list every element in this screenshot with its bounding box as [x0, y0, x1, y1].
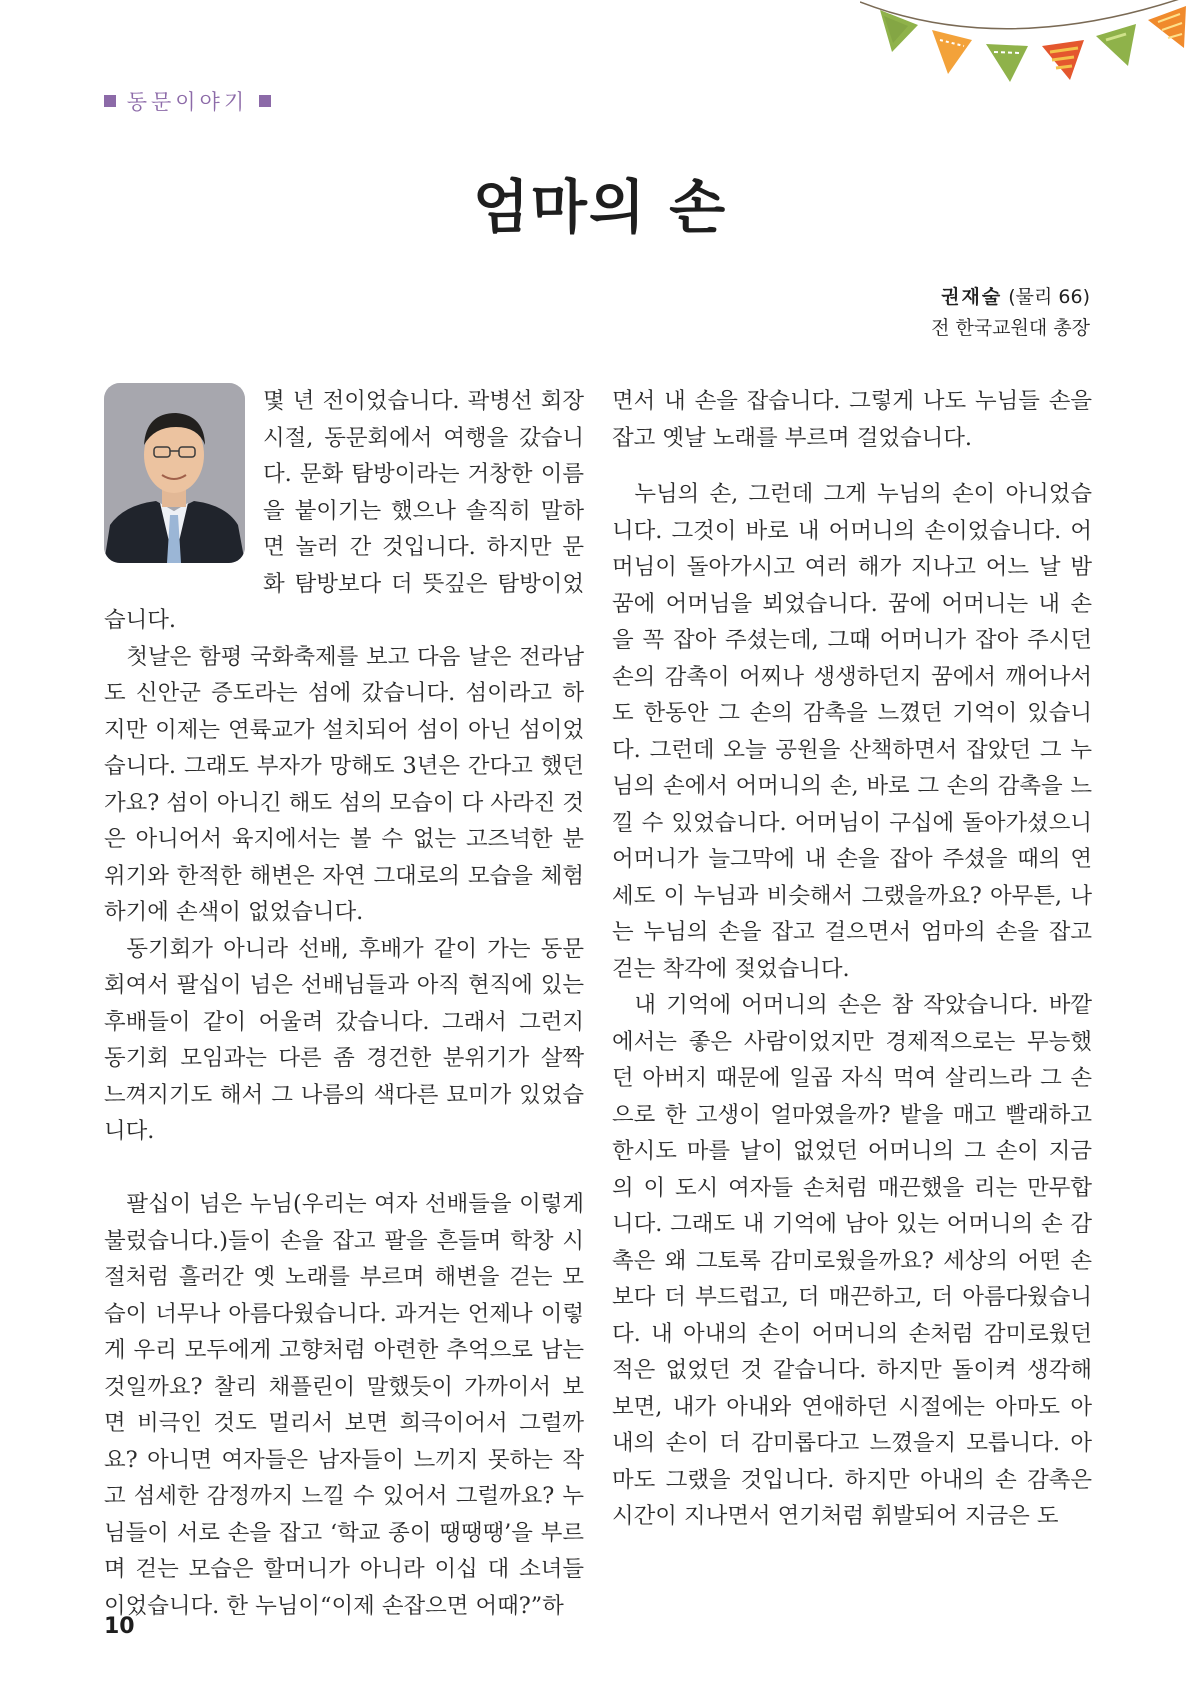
- author-class-note: (물리 66): [1008, 286, 1090, 308]
- paragraph: 누님의 손, 그런데 그게 누님의 손이 아니었습니다. 그것이 바로 내 어머니의 손이었습니다. 어머님이 돌아가시고 여러 해가 지나고 어느 날 밤 꿈에 어머님을 뵈었습니다. 꿈에 어머니는 내 손을 꼭 잡아 주셨는데, 그때 어머니가 잡아 주시던 손의 감촉이 어찌나 생생하던지 꿈에서 깨어나서도 한동안 그 손의 감촉을 느꼈던 기억이 있습니다. 그런데 오늘 공원을 산책하면서 잡았던 그 누님의 손에서 어머니의 손, 바로 그 손의 감촉을 느낄 수 있었습니다. 어머님이 구십에 돌아가셨으니 어머니가 늘그막에 내 손을 잡아 주셨을 때의 연세도 이 누님과 비슷해서 그랬을까요? 아무튼, 나는 누님의 손을 잡고 걸으면서 엄마의 손을 잡고 걷는 착각에 젖었습니다.: [612, 481, 1092, 982]
- square-bullet-icon: [104, 95, 116, 107]
- square-bullet-icon: [259, 95, 271, 107]
- flag-icon: [932, 30, 972, 74]
- flag-icon: [1148, 6, 1186, 48]
- paragraph: 동기회가 아니라 선배, 후배가 같이 가는 동문회여서 팔십이 넘은 선배님들과 아직 현직에 있는 후배들이 같이 어울려 갔습니다. 그래서 그런지 동기회 모임과는 다른 좀 경건한 분위기가 살짝 느껴지기도 해서 그 나름의 색다른 묘미가 있었습니다.: [104, 935, 584, 1144]
- author-byline: [931, 282, 1090, 344]
- paragraph: 첫날은 함평 국화축제를 보고 다음 날은 전라남도 신안군 증도라는 섬에 갔습니다. 섬이라고 하지만 이제는 연륙교가 설치되어 섬이 아닌 섬이었습니다. 그래도 부자가 망해도 3년은 간다고 했던가요? 섬이 아니긴 해도 섬의 모습이 다 사라진 것은 아니어서 육지에서는 볼 수 없는 고즈넉한 분위기와 한적한 해변은 자연 그대로의 모습을 체험하기에 손색이 없었습니다.: [104, 643, 584, 925]
- paragraph: 내 기억에 어머니의 손은 참 작았습니다. 바깥에서는 좋은 사람이었지만 경제적으로는 무능했던 아버지 때문에 일곱 자식 먹여 살리느라 그 손으로 한 고생이 얼마였을까? 밭을 매고 빨래하고 한시도 마를 날이 없었던 어머니의 그 손이 지금의 이 도시 여자들 손처럼 매끈했을 리는 만무합니다. 그래도 내 기억에 남아 있는 어머니의 손 감촉은 왜 그토록 감미로웠을까요? 세상의 어떤 손보다 더 부드럽고, 더 매끈하고, 더 아름다웠습니다. 내 아내의 손이 어머니의 손처럼 감미로웠던 적은 없었던 것 같습니다. 하지만 돌이켜 생각해 보면, 내가 아내와 연애하던 시절에는 아마도 아내의 손이 더 감미롭다고 느꼈을지 모릅니다. 아마도 그랬을 것입니다. 하지만 아내의 손 감촉은 시간이 지나면서 연기처럼 휘발되어 지금은 도: [612, 992, 1092, 1529]
- page-number: 10: [104, 1614, 135, 1639]
- flag-icon: [1096, 24, 1136, 66]
- paragraph: 몇 년 전이었습니다. 곽병선 회장 시절, 동문회에서 여행을 갔습니다. 문화 탐방이라는 거창한 이름을 붙이기는 했으나 솔직히 말하면 놀러 간 것입니다. 하지만 문화 탐방보다 더 뜻깊은 탐방이었습니다.: [104, 388, 584, 633]
- article-title: 엄마의 손: [472, 173, 728, 241]
- paragraph-spacer: [104, 1150, 584, 1187]
- author-photo: [104, 383, 245, 563]
- paragraph: 팔십이 넘은 누님(우리는 여자 선배들을 이렇게 불렀습니다.)들이 손을 잡고 팔을 흔들며 학창 시절처럼 흘러간 옛 노래를 부르며 해변을 걷는 모습이 너무나 아름다웠습니다. 과거는 언제나 이렇게 우리 모두에게 고향처럼 아련한 추억으로 남는 것일까요? 찰리 채플린이 말했듯이 가까이서 보면 비극인 것도 멀리서 보면 희극이어서 그럴까요? 아니면 여자들은 남자들이 느끼지 못하는 작고 섬세한 감정까지 느낄 수 있어서 그럴까요? 누님들이 서로 손을 잡고 ‘학교 종이 땡땡땡’을 부르며 걷는 모습은 할머니가 아니라 이십 대 소녀들이었습니다. 한 누님이“이제 손잡으면 어때?”하: [104, 1191, 584, 1619]
- paragraph-spacer: [612, 456, 1092, 476]
- section-label: [104, 86, 271, 116]
- left-column: [104, 383, 584, 1624]
- flag-icon: [1042, 40, 1084, 80]
- author-position: 전 한국교원대 총장: [931, 317, 1090, 339]
- flag-icon: [880, 10, 918, 52]
- section-label-text: 동문이야기: [126, 90, 249, 114]
- bunting-decoration: [860, 0, 1200, 110]
- paragraph: 면서 내 손을 잡습니다. 그렇게 나도 누님들 손을 잡고 옛날 노래를 부르며 걸었습니다.: [612, 388, 1092, 451]
- flag-icon: [986, 44, 1028, 82]
- author-name: 권재술: [941, 286, 1003, 308]
- right-column: [612, 383, 1092, 1535]
